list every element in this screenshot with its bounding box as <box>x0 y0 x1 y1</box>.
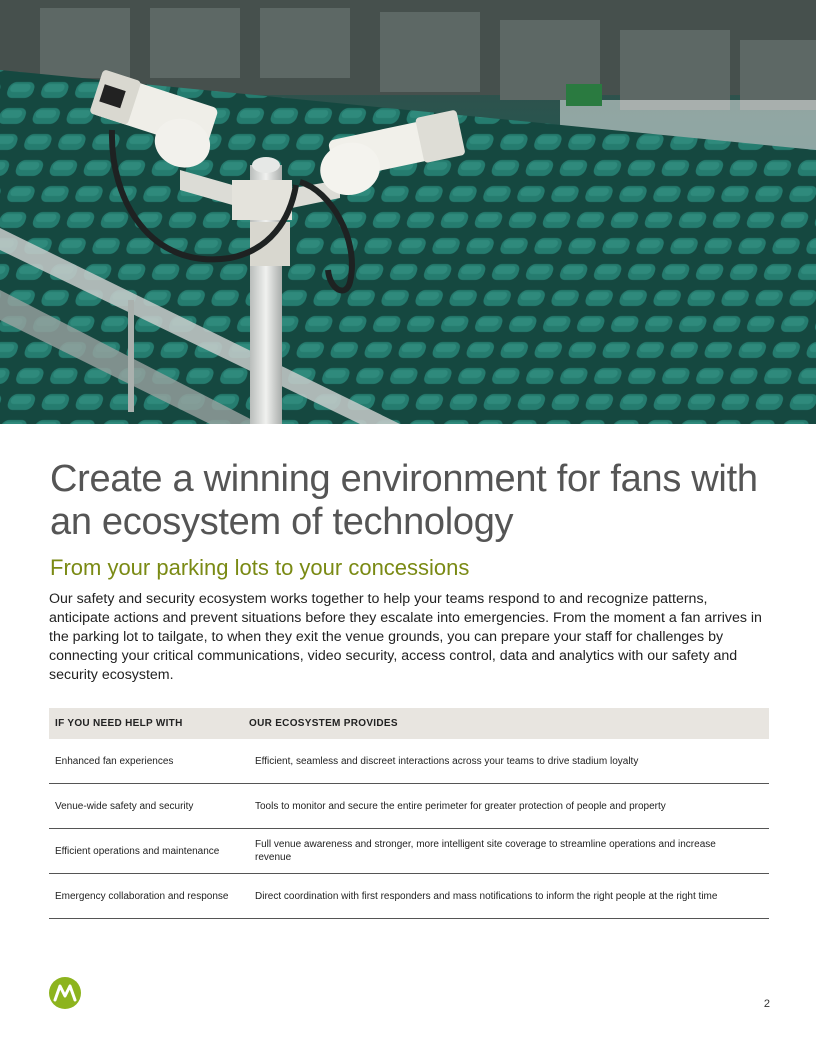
table-header-row <box>49 708 769 739</box>
table-cell-need: Enhanced fan experiences <box>55 755 174 767</box>
table-cell-need: Emergency collaboration and response <box>55 890 229 902</box>
ecosystem-table <box>49 708 769 919</box>
table-cell-provides: Full venue awareness and stronger, more intelligent site coverage to streamline operations and increase revenue <box>255 839 716 863</box>
table-row <box>49 874 769 919</box>
stadium-security-camera-photo <box>0 0 816 424</box>
table-cell-provides: Direct coordination with first responders and mass notifications to inform the right people at the right time <box>255 890 718 902</box>
table-row <box>49 739 769 784</box>
page-title: Create a winning environment for fans with an ecosystem of technology <box>50 458 758 543</box>
page-number: 2 <box>763 998 770 1010</box>
table-cell-need: Efficient operations and maintenance <box>55 845 220 857</box>
table-cell-provides: Tools to monitor and secure the entire perimeter for greater protection of people and property <box>255 800 666 812</box>
table-cell-provides: Efficient, seamless and discreet interactions across your teams to drive stadium loyalty <box>255 755 639 767</box>
table-cell-need: Venue-wide safety and security <box>55 800 194 812</box>
table-header-need: IF YOU NEED HELP WITH <box>55 718 183 729</box>
hero-photo <box>0 0 816 424</box>
page-subtitle: From your parking lots to your concessions <box>50 555 470 580</box>
table-header-provides: OUR ECOSYSTEM PROVIDES <box>249 718 398 729</box>
intro-paragraph: Our safety and security ecosystem works together to help your teams respond to and recognize patterns, anticipate actions and prevent situations before they escalate into emergencies. From the moment a fan arrives in the parking lot to tailgate, to when they exit the venue grounds, you can prepare your staff for challenges by connecting your critical communications, video security, access control, data and analytics with our safety and security ecosystem. <box>49 591 762 683</box>
table-row <box>49 784 769 829</box>
table-row <box>49 829 769 874</box>
motorola-logo-icon <box>49 977 81 1009</box>
